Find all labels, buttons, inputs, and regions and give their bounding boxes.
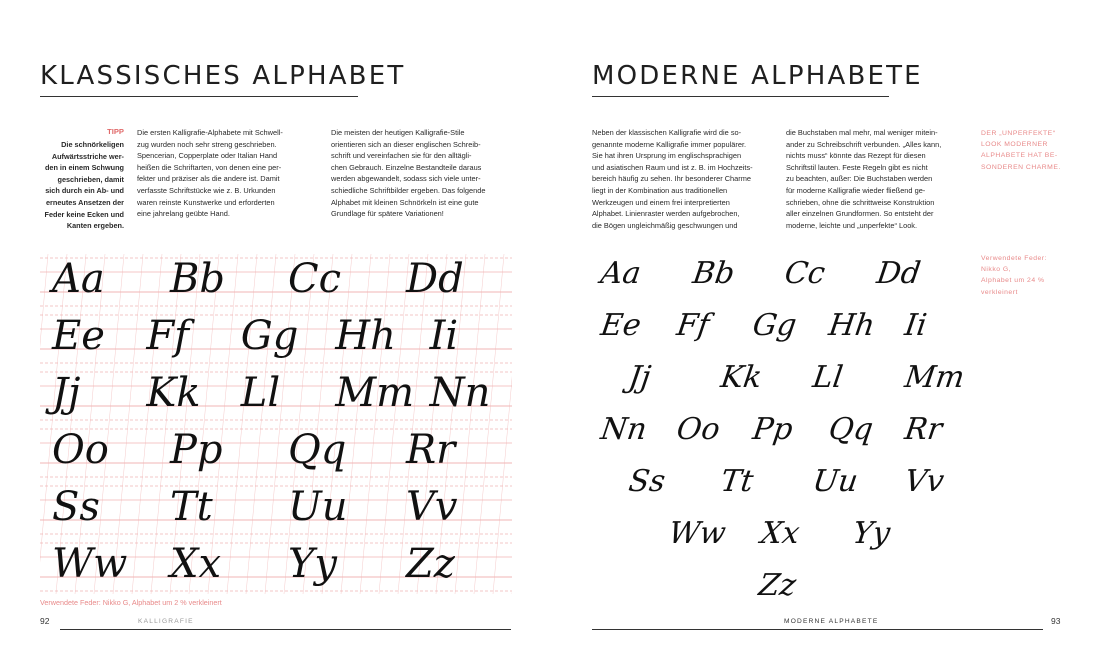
modern-letter-pair: Hh	[826, 308, 877, 343]
modern-letter-pair: Ww	[666, 516, 728, 551]
tip-line: erneutes Ansetzen der	[46, 197, 124, 207]
text-line: bereich häufig zu sehen. Ihr besonderer Charme	[592, 174, 751, 184]
left-title-underline	[40, 96, 358, 97]
text-line: Sie hat ihren Ursprung im englischsprachigen	[592, 151, 742, 161]
modern-letter-pair: Dd	[874, 256, 923, 291]
tip-label: TIPP	[107, 127, 124, 136]
text-line: chen Gebrauch. Einzelne Bestandteile daraus	[331, 162, 482, 172]
classic-letter-pair: Rr	[406, 427, 456, 473]
text-line: nichts muss“ könnte das Rezept für diesen	[786, 151, 926, 161]
page-number-left: 92	[40, 616, 50, 626]
tip-line: den in einem Schwung	[44, 163, 124, 173]
modern-letter-pair: Aa	[598, 256, 644, 291]
text-line: zug wurden noch sehr streng geschrieben.	[137, 139, 277, 149]
text-line: genannte moderne Kalligrafie immer populärer.	[592, 139, 747, 149]
text-line: aller einzelnen Grundformen. So entsteht der	[786, 209, 934, 219]
modern-letter-pair: Tt	[718, 464, 756, 499]
page-number-right: 93	[1051, 616, 1061, 626]
modern-letter-pair: Pp	[750, 412, 795, 447]
text-line: für moderne Kalligrafie wieder fließend ge-	[786, 185, 926, 195]
modern-letter-pair: Rr	[902, 412, 945, 447]
text-line: Werkzeugen und einem frei interpretierten	[592, 197, 730, 207]
classic-letter-pair: Pp	[170, 427, 223, 473]
side-note-line: DER „UNPERFEKTE“	[981, 130, 1056, 137]
text-line: waren reinste Kunstwerke und erforderten	[137, 197, 275, 207]
text-line: zu beachten, außer: Die Buchstaben werden	[786, 174, 933, 184]
classic-letter-pair: Zz	[406, 541, 455, 587]
classic-letter-pair: Xx	[170, 541, 222, 587]
side-note-line: ALPHABETE HAT BE-	[981, 152, 1058, 160]
text-line: Spencerian, Copperplate oder Italian Hand	[137, 151, 278, 161]
modern-letter-pair: Zz	[756, 568, 799, 603]
classic-letter-pair: Ww	[52, 541, 128, 587]
modern-letter-pair: Qq	[826, 412, 876, 447]
classic-letter-pair: Ss	[52, 484, 100, 530]
modern-letter-pair: Oo	[674, 412, 723, 447]
classic-letter-pair: Ff	[146, 313, 189, 359]
modern-letter-pair: Ii	[902, 308, 929, 343]
text-line: Grundlage für spätere Variationen!	[331, 209, 444, 219]
text-line: die Bögen ungleichmäßig geschwungen und	[592, 220, 738, 230]
classic-letter-pair: Nn	[429, 370, 491, 416]
text-line: Neben der klassischen Kalligrafie wird die so-	[592, 128, 742, 137]
text-line: heißen die Schriftarten, von denen eine per-	[137, 162, 282, 172]
text-line: Die meisten der heutigen Kalligrafie-Stile	[331, 128, 465, 137]
left-page	[0, 0, 551, 648]
modern-letter-pair: Kk	[718, 360, 765, 395]
right-column-2	[786, 127, 968, 231]
classic-letter-pair: Kk	[146, 370, 201, 416]
left-caption: Verwendete Feder: Nikko G, Alphabet um 2 % verkleinert	[40, 598, 222, 607]
text-line: moderne, leichte und „unperfekte“ Look.	[786, 220, 918, 230]
left-footer-rule	[60, 629, 511, 630]
text-line: verfasste Schriftstücke wie z. B. Urkunden	[137, 185, 276, 195]
modern-letter-pair: Yy	[850, 516, 893, 551]
text-line: schiedliche Schriftbilder ergeben. Das folgende	[331, 185, 486, 195]
right-page-title: MODERNE ALPHABETE	[592, 61, 923, 91]
classic-letter-pair: Yy	[288, 541, 338, 587]
text-line: schrift und vereinfachen sie für den alltägli-	[331, 151, 472, 161]
modern-letter-pair: Bb	[690, 256, 737, 291]
tip-line: Aufwärtsstriche wer-	[51, 151, 124, 161]
text-line: die Buchstaben mal mehr, mal weniger mitein-	[786, 128, 938, 137]
classic-letter-pair: Bb	[170, 256, 225, 302]
classic-letter-pair: Ii	[429, 313, 459, 359]
slant-guideline	[379, 254, 409, 594]
classic-letter-pair: Dd	[406, 256, 464, 302]
classic-letter-pair: Qq	[288, 427, 347, 473]
classic-letter-pair: Gg	[240, 313, 299, 359]
classic-letter-pair: Oo	[52, 427, 109, 473]
pen-note-line: Nikko G,	[981, 266, 1012, 274]
modern-letter-pair: Ff	[674, 308, 712, 343]
tip-line: Kanten ergeben.	[66, 221, 124, 231]
modern-letter-pair: Gg	[750, 308, 799, 343]
text-line: ander zu Schreibschrift verbunden. „Alles kann,	[786, 139, 942, 149]
modern-letter-pair: Uu	[810, 464, 861, 499]
right-footer-rule	[592, 629, 1043, 630]
modern-letter-pair: Ll	[810, 360, 845, 395]
text-line: Schriftstil lauten. Feste Regeln gibt es nicht	[786, 162, 928, 172]
alphabet-practice-grid	[40, 254, 512, 594]
tip-text	[28, 139, 124, 232]
modern-letter-pair: Vv	[902, 464, 947, 499]
text-line: werden abgewandelt, sodass sich viele unter-	[331, 174, 481, 184]
running-head-left: KALLIGRAFIE	[138, 618, 194, 625]
side-note	[981, 128, 1091, 173]
modern-letter-pair: Ss	[626, 464, 668, 499]
modern-letter-pair: Cc	[782, 256, 828, 291]
classic-letter-pair: Jj	[52, 370, 81, 416]
running-head-right: MODERNE ALPHABETE	[784, 618, 879, 625]
classic-letter-pair: Aa	[52, 256, 105, 302]
modern-letter-pair: Ee	[598, 308, 644, 343]
classic-letter-pair: Ee	[52, 313, 105, 359]
text-line: Die ersten Kalligrafie-Alphabete mit Schwell-	[137, 128, 283, 137]
slant-guideline	[474, 254, 504, 594]
right-column-1	[592, 127, 774, 231]
classic-letter-pair: Mm	[335, 370, 415, 416]
classic-letter-pair: Uu	[288, 484, 348, 530]
text-line: liegt in der Kombination aus traditionellen	[592, 185, 728, 195]
pen-note-line: Verwendete Feder:	[981, 255, 1047, 262]
modern-letter-pair: Nn	[598, 412, 650, 447]
right-page	[551, 0, 1103, 648]
side-note-line: LOOK MODERNER	[981, 141, 1048, 149]
side-note-line: SONDEREN CHARME.	[981, 163, 1061, 171]
tip-line: sich durch ein Ab- und	[45, 186, 124, 196]
text-line: Alphabet. Linienraster werden aufgebrochen,	[592, 209, 740, 219]
classic-letter-pair: Tt	[170, 484, 213, 530]
modern-letter-pair: Xx	[758, 516, 802, 551]
text-line: schrieben, ohne die schrittweise Konstruktion	[786, 197, 935, 207]
pen-note-line: verkleinert	[981, 288, 1018, 296]
classic-letter-pair: Vv	[406, 484, 458, 530]
text-line: Alphabet mit kleinen Schnörkeln ist eine gute	[331, 197, 479, 207]
pen-note-line: Alphabet um 24 %	[981, 277, 1045, 285]
modern-letter-pair: Jj	[626, 360, 653, 395]
pen-note	[981, 253, 1091, 298]
text-line: eine jahrelang geübte Hand.	[137, 209, 230, 219]
tip-line: Feder keine Ecken und	[44, 209, 124, 219]
tip-line: geschrieben, damit	[57, 174, 124, 184]
text-line: orientieren sich an dieser englischen Schreib-	[331, 139, 481, 149]
classic-letter-pair: Cc	[288, 256, 342, 302]
text-line: fekter und präziser als die andere ist. Damit	[137, 174, 280, 184]
classic-letter-pair: Hh	[335, 313, 396, 359]
left-page-title: KLASSISCHES ALPHABET	[40, 61, 406, 91]
left-column-1	[137, 127, 317, 220]
tip-line: Die schnörkeligen	[61, 140, 124, 149]
text-line: und asiatischen Raum und ist z. B. im Hochzeits-	[592, 162, 753, 172]
right-title-underline	[592, 96, 889, 97]
left-column-2	[331, 127, 511, 220]
classic-letter-pair: Ll	[240, 370, 281, 416]
modern-letter-pair: Mm	[902, 360, 967, 395]
